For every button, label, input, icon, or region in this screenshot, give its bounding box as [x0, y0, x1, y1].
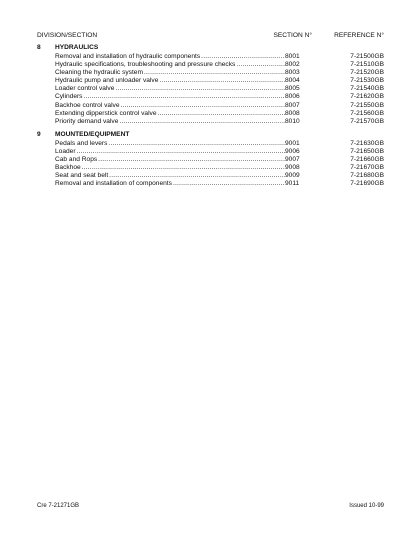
toc-row[interactable]: [0, 77, 416, 85]
toc-entry-section: 8010: [285, 117, 300, 125]
division-section-header: DIVISION/SECTION: [37, 32, 98, 39]
toc-entry-reference: 7-21520GB: [350, 69, 384, 77]
toc-entry-title: Cylinders .....: [55, 93, 285, 101]
toc-entry-reference: 7-21500GB: [350, 53, 384, 60]
toc-entry-reference: 7-21690GB: [350, 180, 384, 188]
toc-entry-reference: 7-21630GB: [350, 140, 384, 147]
toc-entry-section: 8004: [285, 77, 300, 85]
toc-entry-title: Hydraulic pump and unloader valve .....: [55, 77, 285, 85]
section-number: 9: [37, 131, 41, 138]
toc-entry-title: Removal and installation of hydraulic components .....: [55, 53, 285, 61]
section-number: 8: [37, 44, 41, 51]
toc-entry-section: 8003: [285, 69, 300, 77]
toc-row[interactable]: [0, 61, 416, 69]
toc-entry-title: Removal and installation of components .....: [55, 180, 285, 188]
toc-entry-title: Backhoe .....: [55, 164, 285, 172]
toc-entry-reference: 7-21660GB: [350, 156, 384, 164]
document-code: Cre 7-21271GB: [37, 503, 80, 509]
toc-entry-title: Pedals and levers .....: [55, 140, 285, 148]
toc-entry-section: 8005: [285, 85, 300, 93]
toc-entry-title: Seat and seat belt .....: [55, 172, 285, 180]
toc-entry-section: 9006: [285, 148, 300, 156]
reference-number-header: REFERENCE N°: [334, 32, 384, 39]
toc-entry-reference: 7-21570GB: [350, 117, 384, 125]
toc-row[interactable]: [0, 85, 416, 93]
toc-entry-section: 9008: [285, 164, 300, 172]
toc-entry-section: 8008: [285, 109, 300, 117]
toc-entry-section: 8001: [285, 53, 300, 60]
toc-entry-reference: 7-21620GB: [350, 93, 384, 101]
toc-row[interactable]: [0, 180, 416, 188]
toc-entry-section: 9009: [285, 172, 300, 180]
section-heading: [0, 131, 416, 140]
toc-row[interactable]: [0, 102, 416, 110]
issue-date: Issued 10-99: [349, 503, 384, 509]
toc-entry-title: Backhoe control valve .....: [55, 102, 285, 110]
section-title: MOUNTED/EQUIPMENT: [55, 131, 130, 138]
toc-entry-reference: 7-21530GB: [350, 77, 384, 85]
section-title: HYDRAULICS: [55, 44, 99, 51]
column-header: [0, 32, 416, 42]
toc-entry-title: Cab and Rops .....: [55, 156, 285, 164]
toc-entry-section: 9007: [285, 156, 300, 164]
toc-row[interactable]: [0, 148, 416, 156]
section-mounted-equipment: [0, 131, 416, 189]
toc-entry-reference: 7-21650GB: [350, 148, 384, 156]
toc-row[interactable]: [0, 140, 416, 148]
toc-row[interactable]: [0, 93, 416, 101]
toc-entry-title: Priority demand valve .....: [55, 118, 285, 126]
toc-entry-title: Loader control valve .....: [55, 85, 285, 93]
toc-row[interactable]: [0, 172, 416, 180]
section-number-header: SECTION N°: [273, 32, 312, 39]
toc-entry-title: Loader .....: [55, 148, 285, 156]
toc-row[interactable]: [0, 156, 416, 164]
section-hydraulics: [0, 44, 416, 126]
section-heading: [0, 44, 416, 53]
toc-entry-reference: 7-21540GB: [350, 85, 384, 93]
toc-entry-reference: 7-21560GB: [350, 109, 384, 117]
toc-row[interactable]: [0, 118, 416, 126]
toc-entry-reference: 7-21680GB: [350, 172, 384, 180]
toc-entry-title: Hydraulic specifications, troubleshooting and pressure checks .....: [55, 61, 285, 69]
toc-entry-title: Cleaning the hydraulic system .....: [55, 69, 285, 77]
toc-entry-reference: 7-21510GB: [350, 61, 384, 69]
toc-entry-section: 9011: [285, 180, 300, 188]
toc-row[interactable]: [0, 53, 416, 61]
toc-row[interactable]: [0, 164, 416, 172]
toc-entry-section: 8006: [285, 93, 300, 101]
toc-entry-section: 9001: [285, 140, 300, 147]
toc-row[interactable]: [0, 69, 416, 77]
toc-entry-section: 8002: [285, 61, 300, 69]
toc-entry-reference: 7-21670GB: [350, 164, 384, 172]
toc-entry-reference: 7-21550GB: [350, 101, 384, 109]
toc-row[interactable]: [0, 110, 416, 118]
toc-entry-title: Extending dipperstick control valve .....: [55, 110, 285, 118]
toc-entry-section: 8007: [285, 101, 300, 109]
